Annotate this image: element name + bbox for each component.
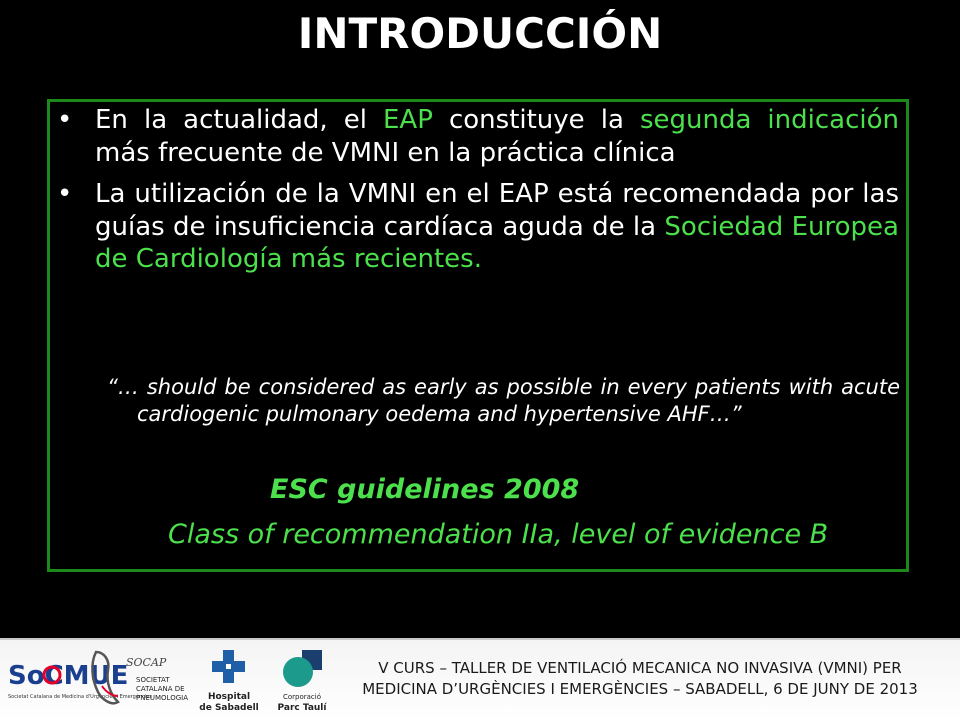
socap-logo [88,646,194,718]
bullet-1-text-a: En la actualidad, el [95,105,383,135]
parc-tauli-circle [283,657,313,687]
hospital-cross-center [226,664,231,669]
socap-caption-1: SOCIETAT [136,676,170,684]
bullet-1-highlight-segunda: segunda indicación [639,105,899,135]
recommendation-label: Class of recommendation IIa, level of evidence B [168,519,829,550]
parc-tauli-line1: Corporació [282,693,322,701]
hospital-logo-line1: Hospital [207,692,251,702]
socap-logo-text: SOCAP [126,656,167,669]
parc-tauli-logo [268,646,338,718]
footer-line-2: MEDICINA D’URGÈNCIES I EMERGÈNCIES – SABADELL, 6 DE JUNY DE 2013 [362,680,918,698]
hospital-sabadell-logo [198,646,262,718]
bullet-1-highlight-eap: EAP [383,105,433,135]
bullet-item-1 [95,104,899,169]
socap-caption-2: CATALANA DE [136,685,185,693]
footer-bar [0,638,960,720]
parc-tauli-line2: Parc Taulí [277,703,327,713]
bullet-2-text-a: La utilización de la VMNI en el EAP está recomendada por las guías de insuficiencia cardíaca aguda de la [95,179,899,242]
bullet-1-text-c: más frecuente de VMNI en la práctica clínica [95,137,676,168]
esc-guidelines-label: ESC guidelines 2008 [270,474,580,505]
socmue-logo-text: SoCMUE [8,661,129,691]
socmue-logo-caption: Societat Catalana de Medicina d'Urgències i Emergències [8,694,152,700]
bullet-1-text-b: constituye la [432,105,640,135]
hospital-logo-line2: de Sabadell [199,703,259,713]
slide-title: INTRODUCCIÓN [297,9,663,58]
footer-course-text [340,658,940,700]
bullet-2-highlight-sociedad: Sociedad Europea de Cardiología más recientes. [95,211,899,274]
socap-caption-3: PNEUMOLOGIA [136,694,188,702]
guideline-quote: “… should be considered as early as possible in every patients with acute cardiogenic pulmonary oedema and hypertensive AHF…” [107,375,900,426]
footer-line-1: V CURS – TALLER DE VENTILACIÓ MECANICA NO INVASIVA (VMNI) PER [378,659,902,677]
bullet-list [95,104,899,285]
bullet-item-2 [95,178,899,276]
